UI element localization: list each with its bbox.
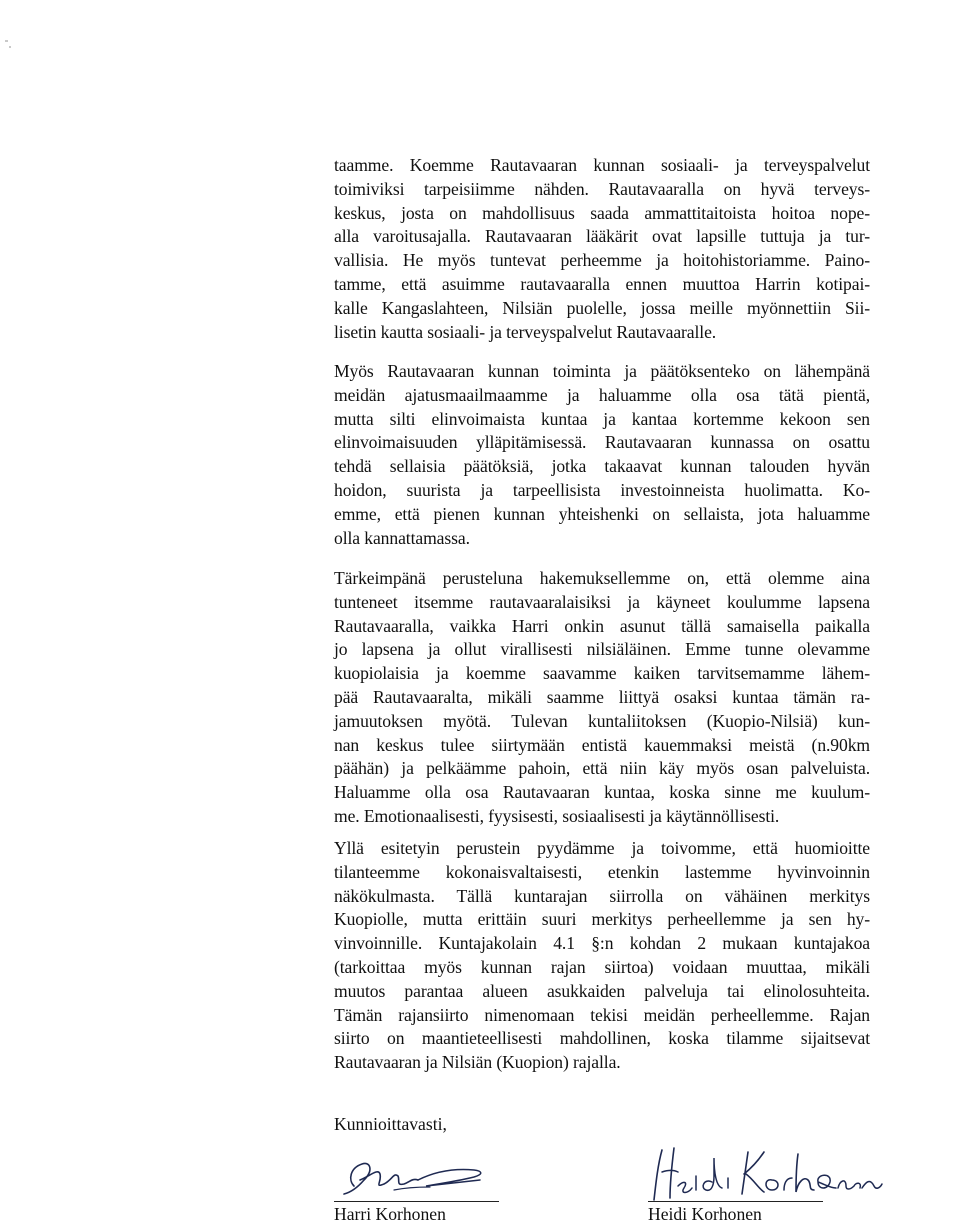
text-line: päähän) ja pelkäämme pahoin, että niin käy myös osan palveluista. xyxy=(334,758,870,779)
signatory-name: Harri Korhonen xyxy=(334,1204,446,1224)
text-line: toimiviksi tarpeisiimme nähden. Rautavaaralla on hyvä terveys- xyxy=(334,178,870,199)
text-line: kuopiolaisia ja koemme saavamme kaiken tarvitsemamme lähem- xyxy=(334,663,870,684)
text-line: Haluamme olla osa Rautavaaran kuntaa, koska sinne me kuulum- xyxy=(334,782,870,803)
paragraph-1 xyxy=(334,154,870,344)
text-line: jo lapsena ja ollut virallisesti nilsiäläinen. Emme tunne olevamme xyxy=(334,639,870,660)
closing-salutation: Kunnioittavasti, xyxy=(334,1114,447,1134)
handwritten-signature-heidi xyxy=(648,1142,888,1204)
text-line: meidän ajatusmaailmaamme ja haluamme olla osa tätä pientä, xyxy=(334,384,870,405)
text-line: me. Emotionaalisesti, fyysisesti, sosiaalisesti ja käytännöllisesti. xyxy=(334,805,780,826)
text-line: pää Rautavaaralta, mikäli saamme liittyä osaksi kuntaa tämän ra- xyxy=(334,686,870,707)
text-line: Kuopiolle, mutta erittäin suuri merkitys perheellemme ja sen hy- xyxy=(334,909,870,930)
paragraph-3 xyxy=(334,567,870,829)
text-line: tilanteemme kokonaisvaltaisesti, etenkin lastemme hyvinvoinnin xyxy=(334,861,870,882)
signature-heidi xyxy=(648,1150,868,1225)
text-line: vinvoinnille. Kuntajakolain 4.1 §:n kohdan 2 mukaan kuntajakoa xyxy=(334,933,870,954)
text-line: lisetin kautta sosiaali- ja terveyspalvelut Rautavaaralle. xyxy=(334,321,717,342)
paragraph-2 xyxy=(334,360,870,550)
signature-line xyxy=(334,1201,499,1202)
text-line: muutos parantaa alueen asukkaiden palveluja tai elinolosuhteita. xyxy=(334,980,870,1001)
text-line: keskus, josta on mahdollisuus saada ammattitaitoista hoitoa nope- xyxy=(334,202,870,223)
text-line: tamme, että asuimme rautavaaralla ennen muuttoa Harrin kotipai- xyxy=(334,273,870,294)
text-line: mutta silti elinvoimaista kuntaa ja kantaa kortemme kekoon sen xyxy=(334,408,870,429)
text-line: taamme. Koemme Rautavaaran kunnan sosiaali- ja terveyspalvelut xyxy=(334,155,870,175)
text-line: Rautavaaralla, vaikka Harri onkin asunut tällä samaisella paikalla xyxy=(334,615,870,636)
text-line: elinvoimaisuuden ylläpitämisessä. Rautavaaran kunnassa on osattu xyxy=(334,432,870,453)
text-line: emme, että pienen kunnan yhteishenki on sellaista, jota haluamme xyxy=(334,503,870,524)
scan-artifact xyxy=(9,46,11,48)
text-line: Yllä esitetyin perustein pyydämme ja toivomme, että huomioitte xyxy=(334,838,870,858)
text-line: Rautavaaran ja Nilsiän (Kuopion) rajalla. xyxy=(334,1052,621,1073)
paragraph-4 xyxy=(334,837,870,1075)
text-line: näkökulmasta. Tällä kuntarajan siirrolla on vähäinen merkitys xyxy=(334,885,870,906)
scan-artifact xyxy=(5,40,8,42)
text-line: nan keskus tulee siirtymään entistä kauemmaksi meistä (n.90km xyxy=(334,734,870,755)
text-line: Tämän rajansiirto nimenomaan tekisi meidän perheellemme. Rajan xyxy=(334,1004,870,1025)
text-line: Tärkeimpänä perusteluna hakemuksellemme on, että olemme aina xyxy=(334,568,870,588)
text-line: siirto on maantieteellisesti mahdollinen, koska tilamme sijaitsevat xyxy=(334,1028,870,1049)
signature-harri xyxy=(334,1150,514,1225)
text-line: olla kannattamassa. xyxy=(334,527,470,548)
text-line: tunteneet itsemme rautavaaralaisiksi ja käyneet koulumme lapsena xyxy=(334,591,870,612)
text-line: jamuutoksen myötä. Tulevan kuntaliitoksen (Kuopio-Nilsiä) kun- xyxy=(334,710,870,731)
signatory-name: Heidi Korhonen xyxy=(648,1204,762,1224)
text-line: hoidon, suurista ja tarpeellisista investoinneista huolimatta. Ko- xyxy=(334,479,870,500)
signature-line xyxy=(648,1201,823,1202)
text-line: (tarkoittaa myös kunnan rajan siirtoa) voidaan muuttaa, mikäli xyxy=(334,956,870,977)
text-line: alla varoitusajalla. Rautavaaran lääkärit ovat lapsille tuttuja ja tur- xyxy=(334,226,870,247)
text-line: tehdä sellaisia päätöksiä, jotka takaavat kunnan talouden hyvän xyxy=(334,456,870,477)
text-line: vallisia. He myös tuntevat perheemme ja hoitohistoriamme. Paino- xyxy=(334,250,870,271)
handwritten-signature-harri xyxy=(334,1150,514,1202)
text-line: kalle Kangaslahteen, Nilsiän puolelle, jossa meille myönnettiin Sii- xyxy=(334,297,870,318)
text-line: Myös Rautavaaran kunnan toiminta ja päätöksenteko on lähempänä xyxy=(334,361,870,381)
